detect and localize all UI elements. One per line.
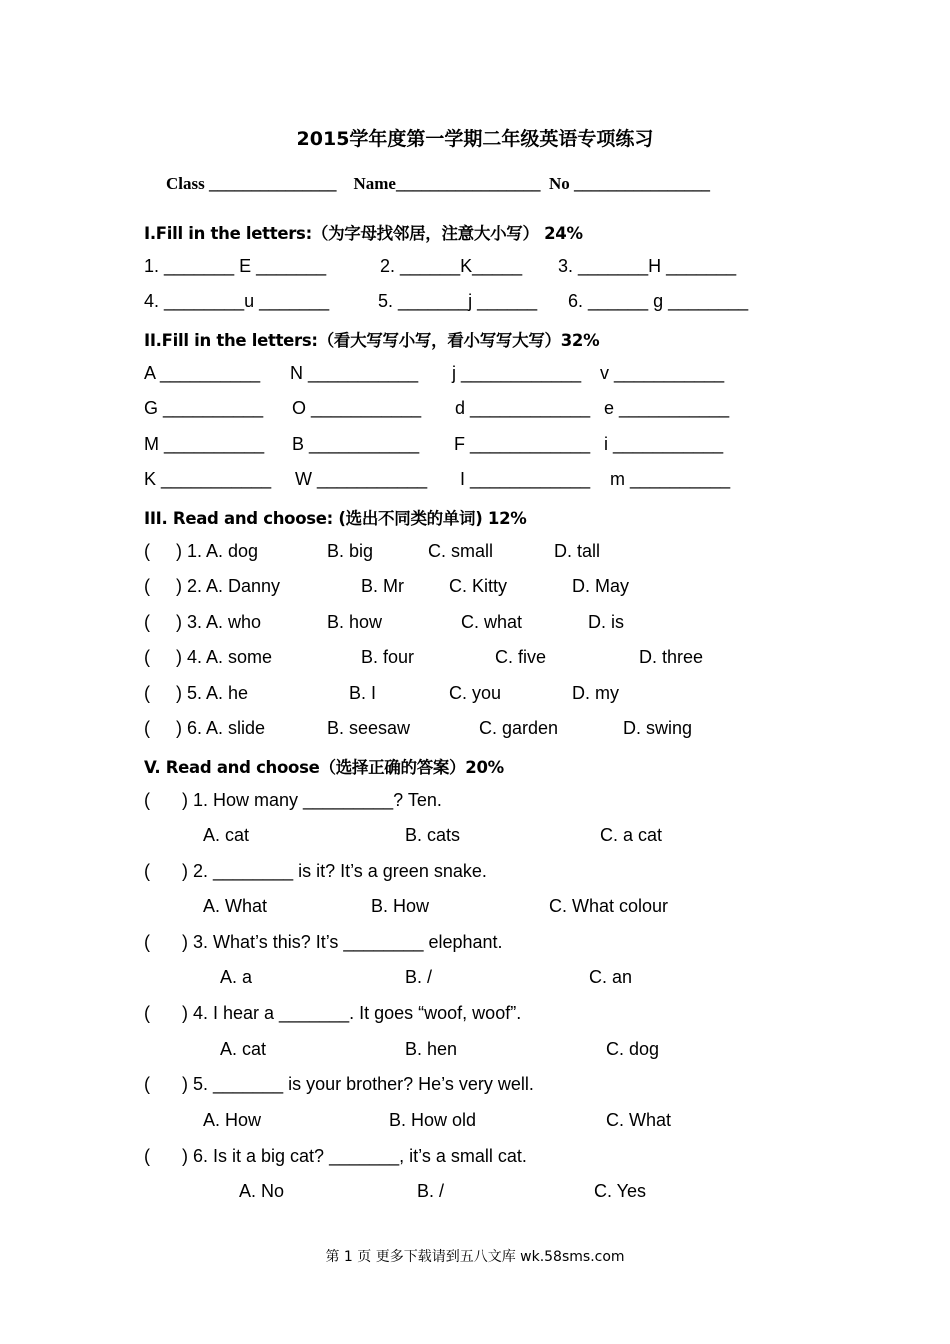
fill-item: 1. _______ E _______	[144, 256, 327, 276]
letter-item: K ___________	[144, 469, 272, 489]
option-c: C. garden	[479, 718, 559, 738]
question-text: ) 6. Is it a big cat? _______, it’s a small cat.	[182, 1146, 527, 1166]
answer-bracket: (	[144, 718, 150, 738]
choose-row	[144, 541, 844, 565]
question-stem	[144, 790, 844, 814]
option-b: B. How old	[389, 1110, 477, 1130]
letter-item: v ___________	[600, 363, 725, 383]
option-d: D. my	[572, 683, 619, 703]
question-text: ) 5. _______ is your brother? He’s very well.	[182, 1074, 534, 1094]
answer-bracket: (	[144, 1003, 150, 1023]
fill-item: 5. _______j ______	[378, 291, 538, 311]
question-stem	[144, 861, 844, 885]
option-b: B. cats	[405, 825, 461, 845]
student-info-line: Class _______________ Name_________________ No ________________	[166, 174, 710, 193]
answer-bracket: (	[144, 932, 150, 952]
question-stem	[144, 932, 844, 956]
answer-bracket: (	[144, 1146, 150, 1166]
option-b: B. /	[405, 967, 433, 987]
question-stem	[144, 1074, 844, 1098]
fill-item: 4. ________u _______	[144, 291, 330, 311]
question-options	[144, 1039, 844, 1063]
option-c: C. small	[428, 541, 494, 561]
letter-item: e ___________	[604, 398, 730, 418]
letter-item: F ____________	[454, 434, 591, 454]
option-a: A. cat	[220, 1039, 267, 1059]
option-b: B. big	[327, 541, 374, 561]
option-c: C. a cat	[600, 825, 663, 845]
question-options	[144, 896, 844, 920]
option-a: ) 4. A. some	[176, 647, 273, 667]
question-options	[144, 1110, 844, 1134]
option-b: B. /	[417, 1181, 445, 1201]
answer-bracket: (	[144, 1074, 150, 1094]
option-d: D. three	[639, 647, 704, 667]
letter-item: M __________	[144, 434, 265, 454]
option-b: B. seesaw	[327, 718, 411, 738]
option-a: ) 2. A. Danny	[176, 576, 281, 596]
option-b: B. four	[361, 647, 415, 667]
section1-row	[144, 291, 844, 315]
letter-item: d ____________	[455, 398, 591, 418]
question-text: ) 1. How many _________? Ten.	[182, 790, 442, 810]
option-d: D. tall	[554, 541, 601, 561]
choose-row	[144, 576, 844, 600]
answer-bracket: (	[144, 790, 150, 810]
section2-row	[144, 363, 844, 387]
letter-item: I ____________	[460, 469, 591, 489]
answer-bracket: (	[144, 541, 150, 561]
option-a: A. How	[203, 1110, 262, 1130]
option-c: C. What	[606, 1110, 672, 1130]
option-a: ) 6. A. slide	[176, 718, 266, 738]
fill-item: 2. ______K_____	[380, 256, 523, 276]
question-options	[144, 967, 844, 991]
fill-item: 3. _______H _______	[558, 256, 737, 276]
letter-item: A __________	[144, 363, 261, 383]
option-c: C. you	[449, 683, 502, 703]
page-footer: 第 1 页 更多下载请到五八文库 wk.58sms.com	[325, 1249, 625, 1265]
question-text: ) 4. I hear a _______. It goes “woof, woof”.	[182, 1003, 522, 1023]
letter-item: j ____________	[452, 363, 582, 383]
answer-bracket: (	[144, 612, 150, 632]
letter-item: m __________	[610, 469, 731, 489]
choose-row	[144, 612, 844, 636]
option-b: B. How	[371, 896, 430, 916]
answer-bracket: (	[144, 647, 150, 667]
option-a: A. What	[203, 896, 268, 916]
question-options	[144, 825, 844, 849]
option-c: C. an	[589, 967, 633, 987]
option-a: ) 5. A. he	[176, 683, 249, 703]
letter-item: G __________	[144, 398, 264, 418]
option-a: A. a	[220, 967, 253, 987]
answer-bracket: (	[144, 576, 150, 596]
letter-item: i ___________	[604, 434, 724, 454]
option-c: C. Kitty	[449, 576, 508, 596]
question-stem	[144, 1003, 844, 1027]
answer-bracket: (	[144, 683, 150, 703]
option-b: B. hen	[405, 1039, 458, 1059]
option-d: D. is	[588, 612, 624, 632]
section1-heading: I.Fill in the letters:（为字母找邻居，注意大小写） 24%	[144, 224, 583, 243]
choose-row	[144, 647, 844, 671]
option-a: ) 3. A. who	[176, 612, 262, 632]
letter-item: O ___________	[292, 398, 422, 418]
answer-bracket: (	[144, 861, 150, 881]
section1-row	[144, 256, 844, 280]
section4-heading: V. Read and choose（选择正确的答案）20%	[144, 758, 504, 777]
section2-heading: II.Fill in the letters:（看大写写小写，看小写写大写）32%	[144, 331, 600, 350]
option-c: C. what	[461, 612, 523, 632]
option-c: C. What colour	[549, 896, 669, 916]
question-options	[144, 1181, 844, 1205]
option-b: B. how	[327, 612, 383, 632]
option-c: C. Yes	[594, 1181, 647, 1201]
option-a: A. No	[239, 1181, 285, 1201]
section3-heading: III. Read and choose: (选出不同类的单词) 12%	[144, 509, 527, 528]
question-stem	[144, 1146, 844, 1170]
letter-item: N ___________	[290, 363, 419, 383]
letter-item: B ___________	[292, 434, 420, 454]
question-text: ) 3. What’s this? It’s ________ elephant.	[182, 932, 503, 952]
option-b: B. Mr	[361, 576, 404, 596]
question-text: ) 2. ________ is it? It’s a green snake.	[182, 861, 487, 881]
choose-row	[144, 718, 844, 742]
section2-row	[144, 398, 844, 422]
option-a: A. cat	[203, 825, 250, 845]
section2-row	[144, 434, 844, 458]
choose-row	[144, 683, 844, 707]
page-title: 2015学年度第一学期二年级英语专项练习	[296, 128, 654, 150]
letter-item: W ___________	[295, 469, 428, 489]
option-c: C. dog	[606, 1039, 660, 1059]
section2-row	[144, 469, 844, 493]
option-a: ) 1. A. dog	[176, 541, 259, 561]
option-d: D. swing	[623, 718, 693, 738]
option-c: C. five	[495, 647, 547, 667]
option-b: B. I	[349, 683, 377, 703]
fill-item: 6. ______ g ________	[568, 291, 749, 311]
option-d: D. May	[572, 576, 630, 596]
